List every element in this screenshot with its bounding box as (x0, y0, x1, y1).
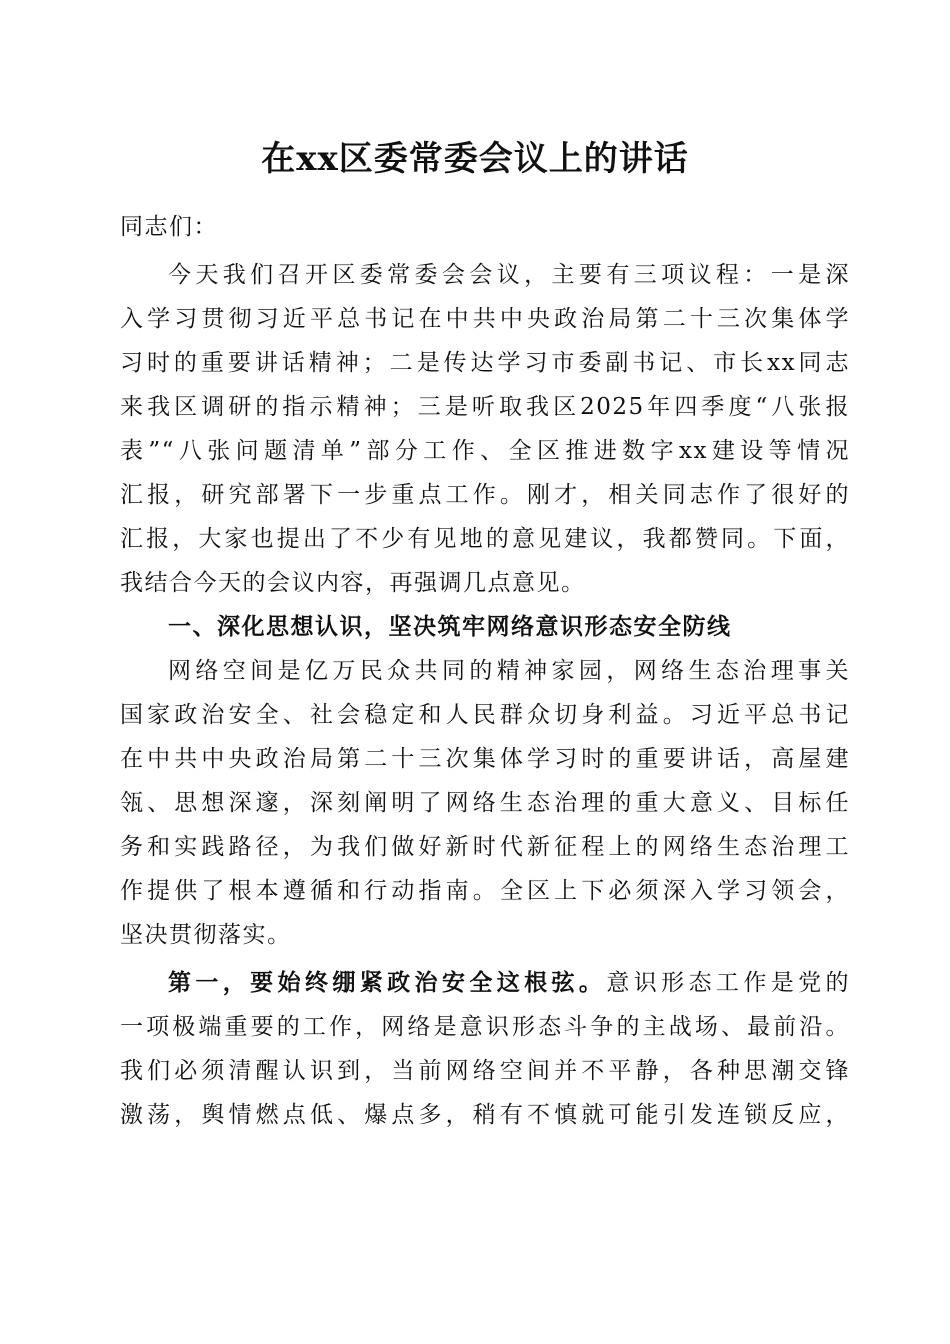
text-line: 网络空间是亿万民众共同的精神家园，网络生态治理事关 (168, 658, 850, 684)
salutation: 同志们： (120, 214, 218, 240)
text-line: 激荡，舆情燃点低、爆点多，稍有不慎就可能引发连锁反应， (120, 1102, 850, 1128)
text-line: 今天我们召开区委常委会会议，主要有三项议程：一是深 (168, 262, 850, 288)
text-line: 习时的重要讲话精神；二是传达学习市委副书记、市长xx同志 (120, 350, 850, 376)
text-line (120, 961, 850, 1005)
text-line: 汇报，大家也提出了不少有见地的意见建议，我都赞同。下面， (120, 526, 850, 552)
section-heading-1: 一、深化思想认识，坚决筑牢网络意识形态安全防线 (168, 614, 732, 640)
text-line: 瓴、思想深邃，深刻阐明了网络生态治理的重大意义、目标任 (120, 790, 850, 816)
text-line: 汇报，研究部署下一步重点工作。刚才，相关同志作了很好的 (120, 482, 850, 508)
text-line: 在中共中央政治局第二十三次集体学习时的重要讲话，高屋建 (120, 746, 850, 772)
point-lead-rest: 意识形态工作是党的 (606, 970, 851, 996)
paragraph-intro (120, 253, 850, 605)
text-line: 入学习贯彻习近平总书记在中共中央政治局第二十三次集体学 (120, 306, 850, 332)
text-line: 我们必须清醒认识到，当前网络空间并不平静，各种思潮交锋 (120, 1058, 850, 1084)
text-line: 坚决贯彻落实。 (120, 922, 292, 948)
point-lead: 第一，要始终绷紧政治安全这根弦。 (168, 969, 607, 996)
text-line: 来我区调研的指示精神；三是听取我区2025年四季度“八张报 (120, 394, 850, 420)
paragraph-section-1 (120, 649, 850, 957)
document-title: 在xx区委常委会议上的讲话 (261, 139, 689, 179)
text-line: 我结合今天的会议内容，再强调几点意见。 (120, 570, 586, 596)
text-line: 作提供了根本遵循和行动指南。全区上下必须深入学习领会， (120, 878, 850, 904)
paragraph-point-1 (120, 961, 850, 1137)
text-line: 国家政治安全、社会稳定和人民群众切身利益。习近平总书记 (120, 702, 850, 728)
text-line: 表”“八张问题清单”部分工作、全区推进数字xx建设等情况 (120, 438, 850, 464)
document-body (120, 205, 850, 1137)
text-line: 务和实践路径，为我们做好新时代新征程上的网络生态治理工 (120, 834, 850, 860)
text-line: 一项极端重要的工作，网络是意识形态斗争的主战场、最前沿。 (120, 1014, 850, 1040)
